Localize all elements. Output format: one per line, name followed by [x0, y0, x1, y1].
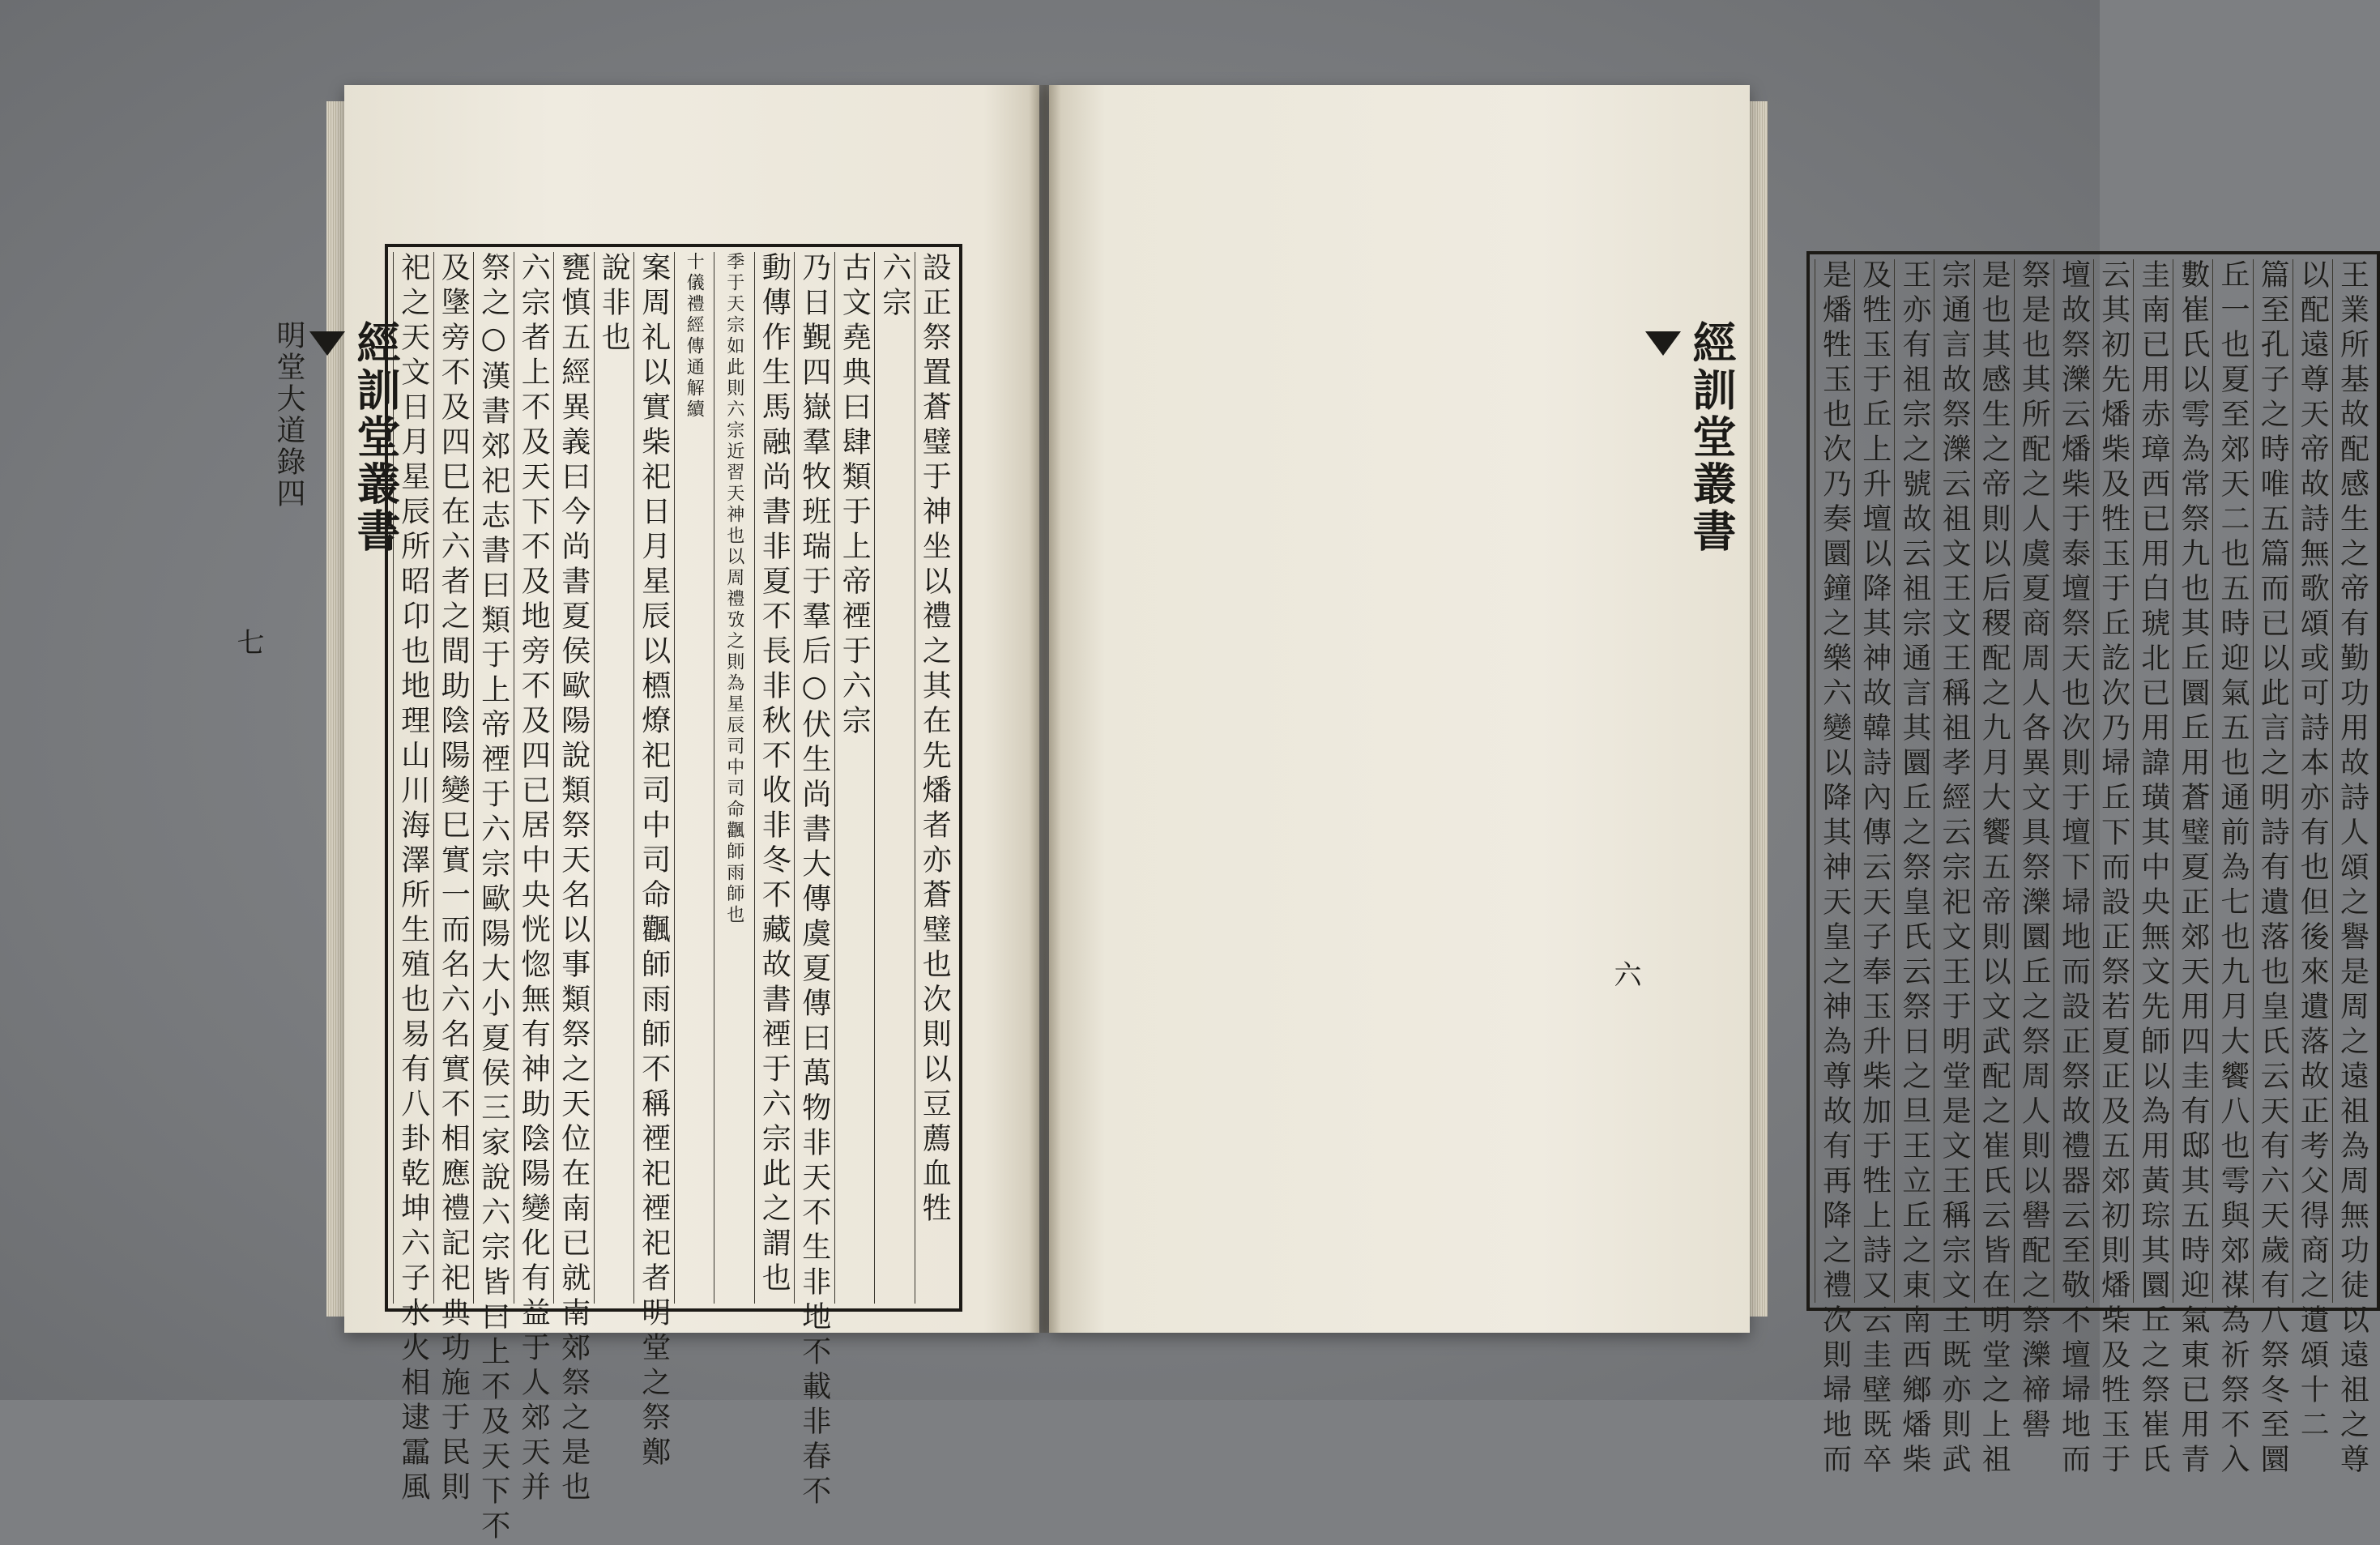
text-column: 及墬旁不及四巳在六者之間助陰陽變巳實一而名六名實不相應禮記祀典功施于民則 [433, 252, 474, 1304]
text-column: 十儀禮經傳通解續 [674, 252, 714, 1304]
book-title: 經訓堂叢書 [350, 320, 402, 555]
left-text-frame [385, 244, 962, 1545]
text-column: 王亦有祖宗之號故云祖宗通言其圜丘之祭皇氏云祭日之旦王立丘之東南西鄉燔柴 [1894, 259, 1934, 1303]
text-column: 宗通言故祭濼云祖文王文王稱祖孝經云宗祀文王于明堂是文王稱宗文王既亦則武 [1934, 259, 1973, 1303]
right-text-frame [1806, 251, 2380, 1479]
text-column: 乃日覲四嶽羣牧班瑞于羣后○伏生尚書大傳虞夏傳曰萬物非天不生非地不載非春不 [794, 252, 834, 1304]
text-column: 丘一也夏至郊天二也五時迎氣五也通前為七也九月大饗八也雩與郊禖為祈祭不入 [2212, 259, 2252, 1303]
text-column: 及牲玉于丘上升壇以降其神故韓詩內傳云天子奉玉升柴加于牲上詩又云圭壁既卒 [1854, 259, 1894, 1303]
left-page [232, 85, 1039, 1545]
chapter-title: 明堂大道錄四 [272, 320, 305, 510]
text-column: 云其初先燔柴及牲玉于丘訖次乃埽丘下而設正祭若夏正及五郊初則燔柴及牲玉于 [2093, 259, 2133, 1303]
text-column: 王業所基故配感生之帝有勤功用故詩人頌之譽是周之遠祖為周無功徒以遠祖之尊 [2332, 259, 2372, 1303]
text-column: 圭南已用赤璋西已用白琥北已用諱璜其中央無文先師以為用黃琮其圜丘之祭崔氏 [2133, 259, 2173, 1303]
text-column: 以配遠尊天帝故詩無歌頌或可詩本亦有也但後來遺落故正考父得商之遺頌十二 [2293, 259, 2332, 1303]
text-column: 設正祭置蒼璧于神坐以禮之其在先燔者亦蒼璧也次則以豆薦血牲 [915, 252, 955, 1304]
text-column: 說非也 [594, 252, 634, 1304]
book-title: 經訓堂叢書 [1686, 320, 1738, 555]
open-book [232, 85, 2369, 1545]
text-column: 甕慎五經異義曰今尚書夏侯歐陽說類祭天名以事類祭之天位在南已就南郊祭之是也 [553, 252, 594, 1304]
right-center-strip [1609, 320, 1743, 1308]
text-column: 壇故祭濼云燔柴于泰壇祭天也次則于壇下埽地而設正祭故禮器云至敬不壇埽地而 [2054, 259, 2093, 1303]
text-column: 是燔牲玉也次乃奏圜鐘之樂六變以降其神天皇之神為尊故有再降之禮次則埽地而 [1815, 259, 1854, 1303]
page-number: 六 [1609, 960, 1641, 988]
text-column: 古文堯典曰肆類于上帝禋于六宗 [834, 252, 875, 1304]
text-column: 篇至孔子之時唯五篇而已以此言之明詩有遺落也皇氏云天有六天歲有八祭冬至圜 [2253, 259, 2293, 1303]
text-column: 六宗 [874, 252, 915, 1304]
book-gutter [1029, 85, 1061, 1333]
text-column: 季于天宗如此則六宗近習天神也以周禮攷之則為星辰司中司命飌師雨師也 [714, 252, 754, 1304]
text-column: 祀之天文日月星辰所昭卬也地理山川海澤所生殖也易有八卦乾坤六子水火相逮靁風 [393, 252, 433, 1304]
left-center-strip [232, 320, 407, 1308]
text-column: 數崔氏以雩為常祭九也其丘圜丘用蒼璧夏正郊天用四圭有邸其五時迎氣東已用青 [2173, 259, 2212, 1303]
page-number: 七 [232, 628, 264, 655]
text-column: 六宗者上不及天下不及地旁不及四已居中央恍惚無有神助陰陽變化有益于人郊天并 [514, 252, 554, 1304]
text-column: 祭之○漢書郊祀志書曰類于上帝禋于六宗歐陽大小夏侯三家說六宗皆曰上不及天下不 [473, 252, 514, 1304]
text-column: 祭是也其所配之人虞夏商周人各異文具祭濼圜丘之祭周人則以嚳配之祭濼禘嚳 [2014, 259, 2054, 1303]
text-column: 案周礼以實柴祀日月星辰以槱燎祀司中司命飌師雨師不稱禋祀禋祀者明堂之祭鄭 [633, 252, 674, 1304]
text-column: 動傳作生馬融尚書非夏不長非秋不收非冬不藏故書禋于六宗此之謂也 [754, 252, 795, 1304]
text-column: 是也其感生之帝則以后稷配之九月大饗五帝則以文武配之崔氏云皆在明堂之上祖 [1974, 259, 2014, 1303]
